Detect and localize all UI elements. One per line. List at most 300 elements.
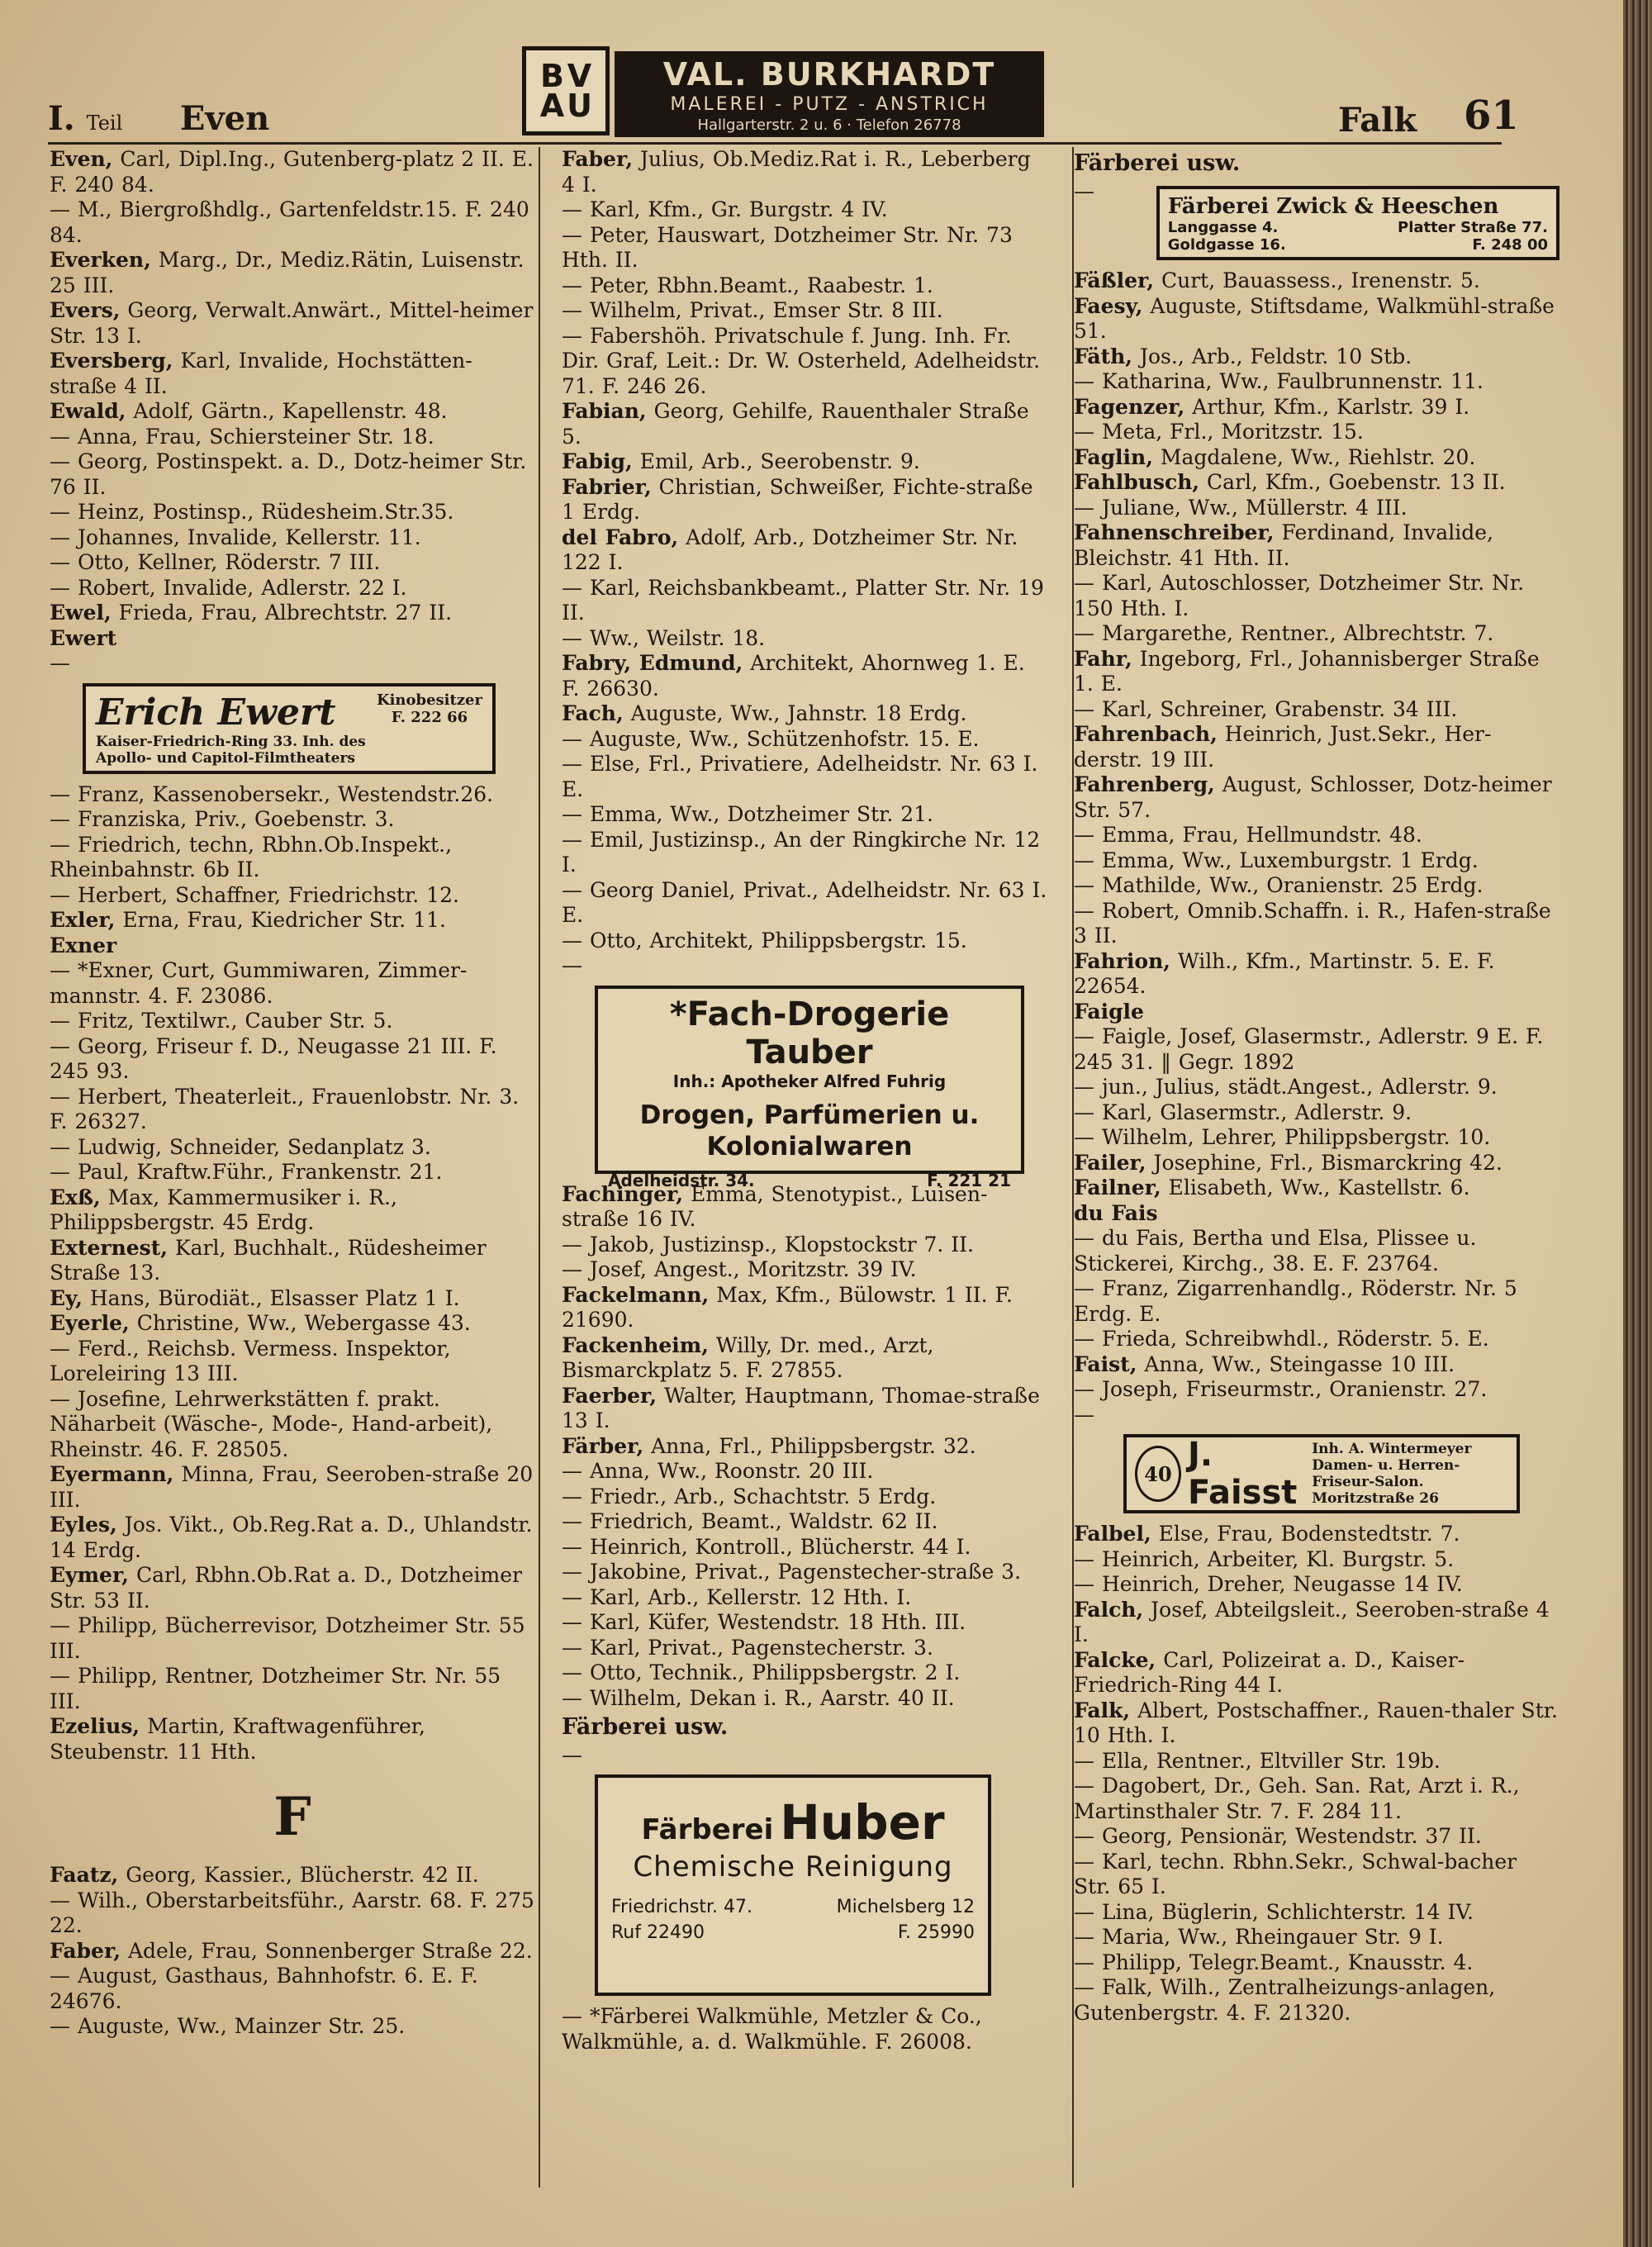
entry-surname: Falbel,: [1074, 1522, 1151, 1546]
directory-entry: [562, 929, 1047, 954]
entry-details: —: [50, 651, 70, 675]
directory-entry: [1074, 1824, 1559, 1850]
entry-details: Christian, Schweißer, Fichte-straße 1 Erdg.: [562, 474, 1033, 524]
entry-surname: Falcke,: [1074, 1647, 1156, 1672]
directory-entry: [562, 399, 1047, 449]
directory-entry: [562, 1636, 1047, 1661]
directory-entry: [562, 651, 1047, 701]
directory-entry: [562, 727, 1047, 753]
directory-entry: [1074, 1900, 1559, 1926]
tauber-line2: Kolonialwaren: [706, 1131, 913, 1162]
directory-entry: [562, 449, 1047, 475]
directory-entry: [50, 1185, 535, 1236]
entry-details: — Heinrich, Kontroll., Blücherstr. 44 I.: [562, 1534, 971, 1559]
header-last-word: Falk: [1338, 101, 1417, 140]
directory-entry: [562, 828, 1047, 878]
entry-details: — Friedrich, techn, Rbhn.Ob.Inspekt., Rheinbahnstr. 6b II.: [50, 832, 453, 881]
directory-entry: [1074, 899, 1559, 949]
entry-details: — jun., Julius, städt.Angest., Adlerstr. 9.: [1074, 1075, 1498, 1099]
entry-details: — Karl, Arb., Kellerstr. 12 Hth. I.: [562, 1584, 912, 1609]
burkhardt-ad: [615, 51, 1044, 137]
entry-details: Elisabeth, Ww., Kastellstr. 6.: [1168, 1176, 1470, 1200]
directory-entry: [50, 1135, 535, 1161]
entry-details: Max, Kammermusiker i. R., Philippsbergstr. 45 Erdg.: [50, 1185, 397, 1234]
directory-entry: [562, 2004, 1047, 2055]
directory-entry: [1074, 1201, 1559, 1227]
entry-details: Josef, Abteilgsleit., Seeroben-straße 4 I.: [1074, 1597, 1550, 1646]
directory-entry: [1074, 1024, 1559, 1075]
entry-details: Heinrich, Just.Sekr., Her-derstr. 19 III.: [1074, 722, 1492, 772]
directory-entry: [50, 1009, 535, 1034]
directory-entry: [1074, 420, 1559, 445]
directory-entry: [50, 1286, 535, 1312]
zwick-address-1: Langgasse 4.: [1167, 219, 1279, 236]
directory-entry: [562, 1384, 1047, 1434]
directory-entry: [562, 752, 1047, 802]
zwick-line2: [1168, 236, 1548, 254]
faisst-owner: Inh. A. Wintermeyer: [1312, 1441, 1472, 1457]
directory-entry: [1074, 621, 1559, 647]
directory-entry: [1074, 1572, 1559, 1598]
directory-entry: [50, 147, 535, 197]
entry-surname: Exß,: [50, 1185, 101, 1209]
entry-surname: Falk,: [1074, 1698, 1131, 1722]
entry-details: Carl, Rbhn.Ob.Rat a. D., Dotzheimer Str. 53 II.: [50, 1563, 522, 1613]
entry-details: — Philipp, Rentner, Dotzheimer Str. Nr. 55 III.: [50, 1664, 501, 1713]
entry-details: Carl, Polizeirat a. D., Kaiser-Friedrich-Ring 44 I.: [1074, 1647, 1465, 1697]
entry-details: — Emma, Frau, Hellmundstr. 48.: [1074, 823, 1422, 847]
directory-entry: [562, 1535, 1047, 1561]
entry-details: — Fritz, Textilwr., Cauber Str. 5.: [50, 1009, 393, 1033]
section-heading: Färberei usw.: [562, 1714, 729, 1740]
entry-details: Frieda, Frau, Albrechtstr. 27 II.: [118, 601, 453, 625]
column-2: [562, 147, 1047, 2055]
zwick-ad: [1156, 186, 1559, 260]
entry-details: — Falk, Wilh., Zentralheizungs-anlagen, Gutenbergstr. 4. F. 21320.: [1074, 1975, 1496, 2025]
directory-entry: [1074, 1176, 1559, 1201]
entry-details: — Georg, Postinspekt. a. D., Dotz-heimer Str. 76 II.: [50, 449, 527, 499]
entry-details: — Otto, Kellner, Röderstr. 7 III.: [50, 550, 381, 574]
entry-surname: Failner,: [1074, 1176, 1161, 1200]
entry-details: Julius, Ob.Mediz.Rat i. R., Leberberg 4 I.: [562, 147, 1031, 197]
directory-entry: [562, 525, 1047, 576]
entry-details: Ferdinand, Invalide, Bleichstr. 41 Hth. II.: [1074, 520, 1493, 570]
entry-surname: Fahlbusch,: [1074, 470, 1200, 494]
entry-details: — Karl, Autoschlosser, Dotzheimer Str. Nr. 150 Hth. I.: [1074, 571, 1525, 620]
directory-entry: [1074, 1698, 1559, 1749]
directory-entry: [1074, 344, 1559, 370]
entry-details: — Karl, Glasermstr., Adlerstr. 9.: [1074, 1100, 1412, 1124]
entry-details: — Fabershöh. Privatschule f. Jung. Inh. Fr. Dir. Graf, Leit.: Dr. W. Osterheld, Adelheidstr. 71. F. 246 26.: [562, 323, 1041, 398]
directory-entry: [1074, 949, 1559, 1000]
directory-entry: [562, 1686, 1047, 1712]
faisst-kind: Damen- u. Herren-: [1312, 1457, 1460, 1474]
directory-entry: [1074, 1100, 1559, 1126]
burkhardt-name: VAL. BURKHARDT: [662, 56, 996, 93]
entry-details: — Auguste, Ww., Schützenhofstr. 15. E.: [562, 726, 980, 751]
huber-phones: [611, 1922, 975, 1943]
entry-details: — Anna, Frau, Schiersteiner Str. 18.: [50, 424, 434, 449]
directory-entry: [562, 576, 1047, 626]
directory-entry: [562, 147, 1047, 197]
entry-details: — Peter, Hauswart, Dotzheimer Str. Nr. 73 Hth. II.: [562, 222, 1013, 272]
directory-entry: [562, 953, 1047, 979]
entry-details: — Herbert, Schaffner, Friedrichstr. 12.: [50, 882, 459, 907]
huber-address-1: Friedrichstr. 47.: [611, 1897, 752, 1917]
directory-entry: [1074, 1950, 1559, 1976]
entry-surname: Faerber,: [562, 1383, 657, 1408]
entries-list: [562, 1182, 1047, 1712]
directory-entry: [562, 1182, 1047, 1233]
entry-details: — Margarethe, Rentner., Albrechtstr. 7.: [1074, 621, 1494, 645]
entry-details: — Faigle, Josef, Glasermstr., Adlerstr. 9 E. F. 245 31. ‖ Gegr. 1892: [1074, 1024, 1544, 1074]
entry-details: — Philipp, Telegr.Beamt., Knausstr. 4.: [1074, 1950, 1474, 1974]
directory-entry: [562, 701, 1047, 727]
entry-surname: Fackelmann,: [562, 1282, 710, 1307]
entry-surname: Fahrion,: [1074, 948, 1170, 973]
directory-entry: [1074, 1125, 1559, 1151]
directory-entry: [1074, 823, 1559, 848]
directory-entry: [562, 1610, 1047, 1636]
entries-list: [1074, 268, 1559, 1428]
entry-surname: Falch,: [1074, 1597, 1144, 1622]
directory-entry: [1074, 520, 1559, 571]
entry-surname: Fahrenberg,: [1074, 772, 1215, 796]
ewert-kino-label: Kinobesitzer: [376, 691, 482, 709]
directory-entry: [50, 1863, 535, 1888]
directory-entry: [1074, 848, 1559, 874]
tauber-address: Adelheidstr. 34.: [608, 1170, 755, 1190]
entry-details: Hans, Bürodiät., Elsasser Platz 1 I.: [89, 1285, 460, 1310]
entry-surname: Fachinger,: [562, 1181, 684, 1206]
entry-details: Erna, Frau, Kiedricher Str. 11.: [122, 908, 446, 932]
directory-entry: [50, 1513, 535, 1563]
directory-entry: [1074, 1403, 1559, 1428]
entry-details: — du Fais, Bertha und Elsa, Plissee u. Stickerei, Kirchg., 38. E. F. 23764.: [1074, 1226, 1477, 1276]
huber-word1: Färberei: [641, 1813, 774, 1846]
entry-details: Else, Frau, Bodenstedtstr. 7.: [1158, 1522, 1460, 1546]
page-number: 61: [1464, 93, 1519, 139]
entry-details: — Georg, Friseur f. D., Neugasse 21 III. F. 245 93.: [50, 1033, 497, 1083]
directory-entry: [50, 197, 535, 248]
directory-entry: [50, 1034, 535, 1085]
column-1: [50, 147, 535, 2040]
entry-details: — Ww., Weilstr. 18.: [562, 625, 766, 650]
entry-details: Wilh., Kfm., Martinstr. 5. E. F. 22654.: [1074, 948, 1495, 998]
entry-details: Walter, Hauptmann, Thomae-straße 13 I.: [562, 1383, 1040, 1432]
tauber-ad: [595, 986, 1024, 1190]
entry-surname: Eversberg,: [50, 349, 173, 373]
entries-list: [50, 782, 535, 1765]
zwick-address-3: Goldgasse 16.: [1167, 236, 1286, 254]
entry-details: — Ella, Rentner., Eltviller Str. 19b.: [1074, 1748, 1441, 1773]
directory-entry: [1074, 873, 1559, 899]
entry-details: — Ludwig, Schneider, Sedanplatz 3.: [50, 1134, 431, 1159]
directory-entry: [50, 399, 535, 425]
logo-letter: V: [567, 58, 592, 94]
entry-details: — Karl, Schreiner, Grabenstr. 34 III.: [1074, 696, 1458, 721]
directory-entry: [562, 1333, 1047, 1384]
entry-surname: Everken,: [50, 248, 151, 272]
entry-details: — Meta, Frl., Moritzstr. 15.: [1074, 420, 1364, 444]
entry-details: Marg., Dr., Mediz.Rätin, Luisenstr. 25 III.: [50, 248, 525, 297]
entry-surname: Fabry, Edmund,: [562, 651, 743, 675]
directory-entry: [562, 802, 1047, 828]
entry-surname: Fagenzer,: [1074, 394, 1185, 419]
entry-details: Adele, Frau, Sonnenberger Straße 22.: [127, 1938, 533, 1963]
entry-surname: Fahnenschreiber,: [1074, 520, 1275, 544]
entry-details: Adolf, Arb., Dotzheimer Str. Nr. 122 I.: [562, 525, 1018, 574]
directory-entry: [1074, 470, 1559, 496]
directory-entry: [1074, 369, 1559, 395]
entry-surname: Faglin,: [1074, 444, 1153, 469]
entry-details: Carl, Kfm., Goebenstr. 13 II.: [1207, 470, 1506, 494]
header-rule: [48, 142, 1502, 145]
entry-surname: Fäßler,: [1074, 268, 1155, 292]
entry-details: — Paul, Kraftw.Führ., Frankenstr. 21.: [50, 1160, 443, 1184]
entry-details: — Georg Daniel, Privat., Adelheidstr. Nr. 63 I. E.: [562, 877, 1047, 927]
directory-entry: [1074, 1598, 1559, 1648]
entry-details: — Peter, Rbhn.Beamt., Raabestr. 1.: [562, 273, 933, 297]
zwick-row: [1074, 179, 1559, 268]
entry-details: — Heinz, Postinsp., Rüdesheim.Str.35.: [50, 500, 454, 524]
entry-details: — Georg, Pensionär, Westendstr. 37 II.: [1074, 1824, 1482, 1848]
directory-entry: [50, 1387, 535, 1463]
directory-entry: [50, 425, 535, 450]
directory-entry: [50, 883, 535, 909]
directory-entry: [50, 1236, 535, 1286]
entry-details: Karl, Buchhalt., Rüdesheimer Straße 13.: [50, 1235, 487, 1285]
ewert-kino: [377, 691, 482, 726]
entry-surname: Externest,: [50, 1235, 168, 1260]
entry-surname: Ey,: [50, 1285, 83, 1310]
entries-list: [562, 2004, 1047, 2055]
logo-letter: A: [539, 88, 565, 124]
entry-details: — Joseph, Friseurmstr., Oranienstr. 27.: [1074, 1377, 1488, 1401]
directory-entry: [1074, 268, 1559, 294]
entry-details: — Friedrich, Beamt., Waldstr. 62 II.: [562, 1509, 938, 1533]
book-edge: [1623, 0, 1652, 2247]
entries-list: [50, 147, 535, 677]
entries-list: [1074, 1522, 1559, 2026]
entry-surname: Eyermann,: [50, 1462, 174, 1486]
directory-entry: [562, 1283, 1047, 1333]
entry-details: — Anna, Ww., Roonstr. 20 III.: [562, 1459, 874, 1483]
burkhardt-services: MALEREI - PUTZ - ANSTRICH: [670, 94, 989, 115]
entry-surname: del Fabro,: [562, 525, 679, 549]
entry-surname: Faatz,: [50, 1863, 119, 1887]
zwick-line1: [1168, 219, 1548, 236]
zwick-phone: F. 248 00: [1472, 236, 1548, 254]
entry-details: — Jakobine, Privat., Pagenstecher-straße 3.: [562, 1560, 1022, 1584]
directory-entry: [562, 1257, 1047, 1283]
entry-details: — Robert, Omnib.Schaffn. i. R., Hafen-straße 3 II.: [1074, 898, 1551, 948]
ewert-phone: F. 222 66: [391, 708, 468, 726]
entry-surname: Fabig,: [562, 449, 633, 473]
entry-details: Georg, Gehilfe, Rauenthaler Straße 5.: [562, 399, 1029, 449]
entry-surname: Exner: [50, 933, 117, 957]
faisst-badge: 40: [1135, 1446, 1181, 1502]
huber-subtitle: Chemische Reinigung: [633, 1850, 953, 1884]
directory-entry: [50, 1085, 535, 1135]
entry-surname: Eyerle,: [50, 1311, 130, 1335]
entry-surname: Faber,: [562, 147, 634, 171]
entry-details: — Mathilde, Ww., Oranienstr. 25 Erdg.: [1074, 873, 1483, 897]
faisst-ad: [1123, 1434, 1520, 1513]
entry-details: — Wilhelm, Privat., Emser Str. 8 III.: [562, 298, 943, 322]
directory-entry: [1074, 395, 1559, 420]
ewert-ad: [83, 683, 496, 774]
entry-details: — Frieda, Schreibwhdl., Röderstr. 5. E.: [1074, 1327, 1489, 1351]
entry-surname: Ewel,: [50, 601, 112, 625]
entry-surname: Faigle: [1074, 999, 1144, 1024]
entry-details: — Josef, Angest., Moritzstr. 39 IV.: [562, 1257, 917, 1281]
directory-entry: [1074, 571, 1559, 621]
directory-entry: [50, 1714, 535, 1765]
directory-entry: [1074, 647, 1559, 697]
entry-surname: Fabrier,: [562, 474, 652, 499]
entry-surname: du Fais: [1074, 1200, 1158, 1225]
entry-details: Martin, Kraftwagenführer, Steubenstr. 11 Hth.: [50, 1714, 425, 1764]
entry-surname: Fahr,: [1074, 646, 1132, 671]
faisst-salon: Friseur-Salon. Moritzstraße 26: [1312, 1474, 1439, 1507]
entry-details: — Franz, Kassenobersekr., Westendstr.26.: [50, 781, 494, 806]
directory-entry: [562, 1233, 1047, 1258]
header-part-word: Teil: [86, 112, 123, 135]
entry-details: — Franz, Zigarrenhandlg., Röderstr. Nr. 5 Erdg. E.: [1074, 1276, 1517, 1326]
entry-details: — Emma, Ww., Luxemburgstr. 1 Erdg.: [1074, 848, 1479, 872]
directory-entry: [562, 223, 1047, 273]
entry-details: — Philipp, Bücherrevisor, Dotzheimer Str. 55 III.: [50, 1613, 525, 1663]
entries-list: [50, 1863, 535, 2040]
column-divider: [539, 147, 540, 2188]
entry-surname: Ewert: [50, 625, 117, 650]
directory-entry: [50, 550, 535, 576]
directory-entry: [562, 626, 1047, 652]
entry-details: — Heinrich, Arbeiter, Kl. Burgstr. 5.: [1074, 1546, 1455, 1571]
entry-details: — Heinrich, Dreher, Neugasse 14 IV.: [1074, 1572, 1463, 1596]
entry-details: — Karl, Kfm., Gr. Burgstr. 4 IV.: [562, 197, 888, 221]
entry-details: — Otto, Technik., Philippsbergstr. 2 I.: [562, 1660, 961, 1684]
entry-details: Adolf, Gärtn., Kapellenstr. 48.: [133, 399, 448, 423]
directory-entry: [1074, 1075, 1559, 1100]
directory-entry: [50, 1939, 535, 1964]
directory-entry: [50, 1563, 535, 1613]
directory-entry: [50, 1888, 535, 1939]
huber-phone-2: F. 25990: [897, 1922, 975, 1943]
entry-details: Magdalene, Ww., Riehlstr. 20.: [1160, 444, 1476, 469]
directory-entry: [1074, 1547, 1559, 1573]
directory-entry: [562, 1585, 1047, 1611]
tauber-phone: F. 221 21: [927, 1170, 1011, 1190]
entry-details: Jos. Vikt., Ob.Reg.Rat a. D., Uhlandstr. 14 Erdg.: [50, 1513, 533, 1562]
directory-entry: [50, 1311, 535, 1337]
directory-entry: [562, 878, 1047, 929]
entry-details: Jos., Arb., Feldstr. 10 Stb.: [1139, 344, 1412, 368]
entry-details: — Wilh., Oberstarbeitsführ., Aarstr. 68. F. 275 22.: [50, 1888, 534, 1937]
directory-entry: [50, 1462, 535, 1513]
directory-entry: [50, 933, 535, 959]
ewert-line2: Kaiser-Friedrich-Ring 33. Inh. des: [96, 733, 366, 750]
entry-surname: Failer,: [1074, 1150, 1146, 1175]
entry-details: — Else, Frl., Privatiere, Adelheidstr. Nr. 63 I. E.: [562, 752, 1038, 801]
section-letter: F: [273, 1786, 311, 1848]
tauber-owner: Inh.: Apotheker Alfred Fuhrig: [672, 1071, 947, 1091]
entry-details: Josephine, Frl., Bismarckring 42.: [1153, 1150, 1502, 1175]
huber-title: [611, 1794, 975, 1850]
entry-details: — Ferd., Reichsb. Vermess. Inspektor, Loreleiring 13 III.: [50, 1336, 451, 1385]
directory-entry: [562, 298, 1047, 324]
directory-entry: [1074, 1377, 1559, 1403]
header-left: [48, 99, 269, 138]
entry-details: — *Färberei Walkmühle, Metzler & Co., Walkmühle, a. d. Walkmühle. F. 26008.: [562, 2004, 982, 2054]
directory-entry: [562, 1485, 1047, 1510]
entry-surname: Even,: [50, 147, 113, 171]
directory-entry: [50, 908, 535, 933]
header-part: I.: [48, 99, 75, 138]
entry-details: — Maria, Ww., Rheingauer Str. 9 I.: [1074, 1925, 1444, 1949]
directory-entry: [562, 1459, 1047, 1485]
directory-entry: [50, 782, 535, 808]
entry-details: — Katharina, Ww., Faulbrunnenstr. 11.: [1074, 369, 1483, 393]
entry-details: Christine, Ww., Webergasse 43.: [136, 1311, 471, 1335]
directory-entry: [1074, 1648, 1559, 1698]
directory-entry: [1074, 1352, 1559, 1378]
tauber-line1: Drogen, Parfümerien u.: [639, 1100, 980, 1130]
entry-details: — Wilhelm, Dekan i. R., Aarstr. 40 II.: [562, 1685, 955, 1710]
directory-entry: [1074, 294, 1559, 344]
directory-entry: [1074, 1276, 1559, 1327]
entry-details: — August, Gasthaus, Bahnhofstr. 6. E. F. 24676.: [50, 1964, 478, 2013]
entry-surname: Färber,: [562, 1433, 644, 1458]
ewert-name: Erich Ewert: [96, 691, 336, 734]
directory-entry: [50, 626, 535, 652]
entry-details: — Wilhelm, Lehrer, Philippsbergstr. 10.: [1074, 1125, 1491, 1149]
directory-entry: [1074, 1749, 1559, 1774]
entry-details: — Johannes, Invalide, Kellerstr. 11.: [50, 525, 421, 549]
entry-details: Emil, Arb., Seerobenstr. 9.: [639, 449, 920, 473]
entry-surname: Faesy,: [1074, 293, 1143, 318]
directory-entry: [50, 1160, 535, 1185]
directory-entry: [1074, 722, 1559, 772]
entry-details: — Josefine, Lehrwerkstätten f. prakt. Näharbeit (Wäsche-, Mode-, Hand-arbeit), Rheinstr. 46. F. 28505.: [50, 1386, 493, 1461]
entry-surname: Fackenheim,: [562, 1333, 709, 1357]
directory-entry: [562, 1560, 1047, 1585]
entry-surname: Fabian,: [562, 399, 647, 423]
directory-entry: [50, 576, 535, 601]
entry-details: — Karl, techn. Rbhn.Sekr., Schwal-bacher Str. 65 I.: [1074, 1849, 1517, 1898]
entry-surname: Ewald,: [50, 399, 126, 423]
entry-surname: Ezelius,: [50, 1714, 140, 1738]
entry-details: Architekt, Ahornweg 1. E. F. 26630.: [562, 651, 1025, 701]
directory-entry: [1074, 1774, 1559, 1824]
directory-entry: [1074, 1226, 1559, 1276]
directory-entry: [50, 958, 535, 1009]
directory-entry: [50, 651, 535, 677]
entry-details: August, Schlosser, Dotz-heimer Str. 57.: [1074, 772, 1552, 822]
entry-details: — Franziska, Priv., Goebenstr. 3.: [50, 807, 395, 831]
directory-entry: [1074, 496, 1559, 521]
dash: —: [562, 1743, 582, 1767]
entry-details: — Karl, Reichsbankbeamt., Platter Str. Nr. 19 II.: [562, 575, 1044, 625]
entry-details: — M., Biergroßhdlg., Gartenfeldstr.15. F. 240 84.: [50, 197, 529, 247]
entry-surname: Evers,: [50, 298, 121, 322]
entry-details: — Emil, Justizinsp., An der Ringkirche Nr. 12 I.: [562, 827, 1041, 876]
directory-entry: [50, 601, 535, 626]
entry-surname: Eymer,: [50, 1563, 129, 1587]
entry-details: Arthur, Kfm., Karlstr. 39 I.: [1192, 394, 1470, 419]
directory-entry: [50, 525, 535, 551]
